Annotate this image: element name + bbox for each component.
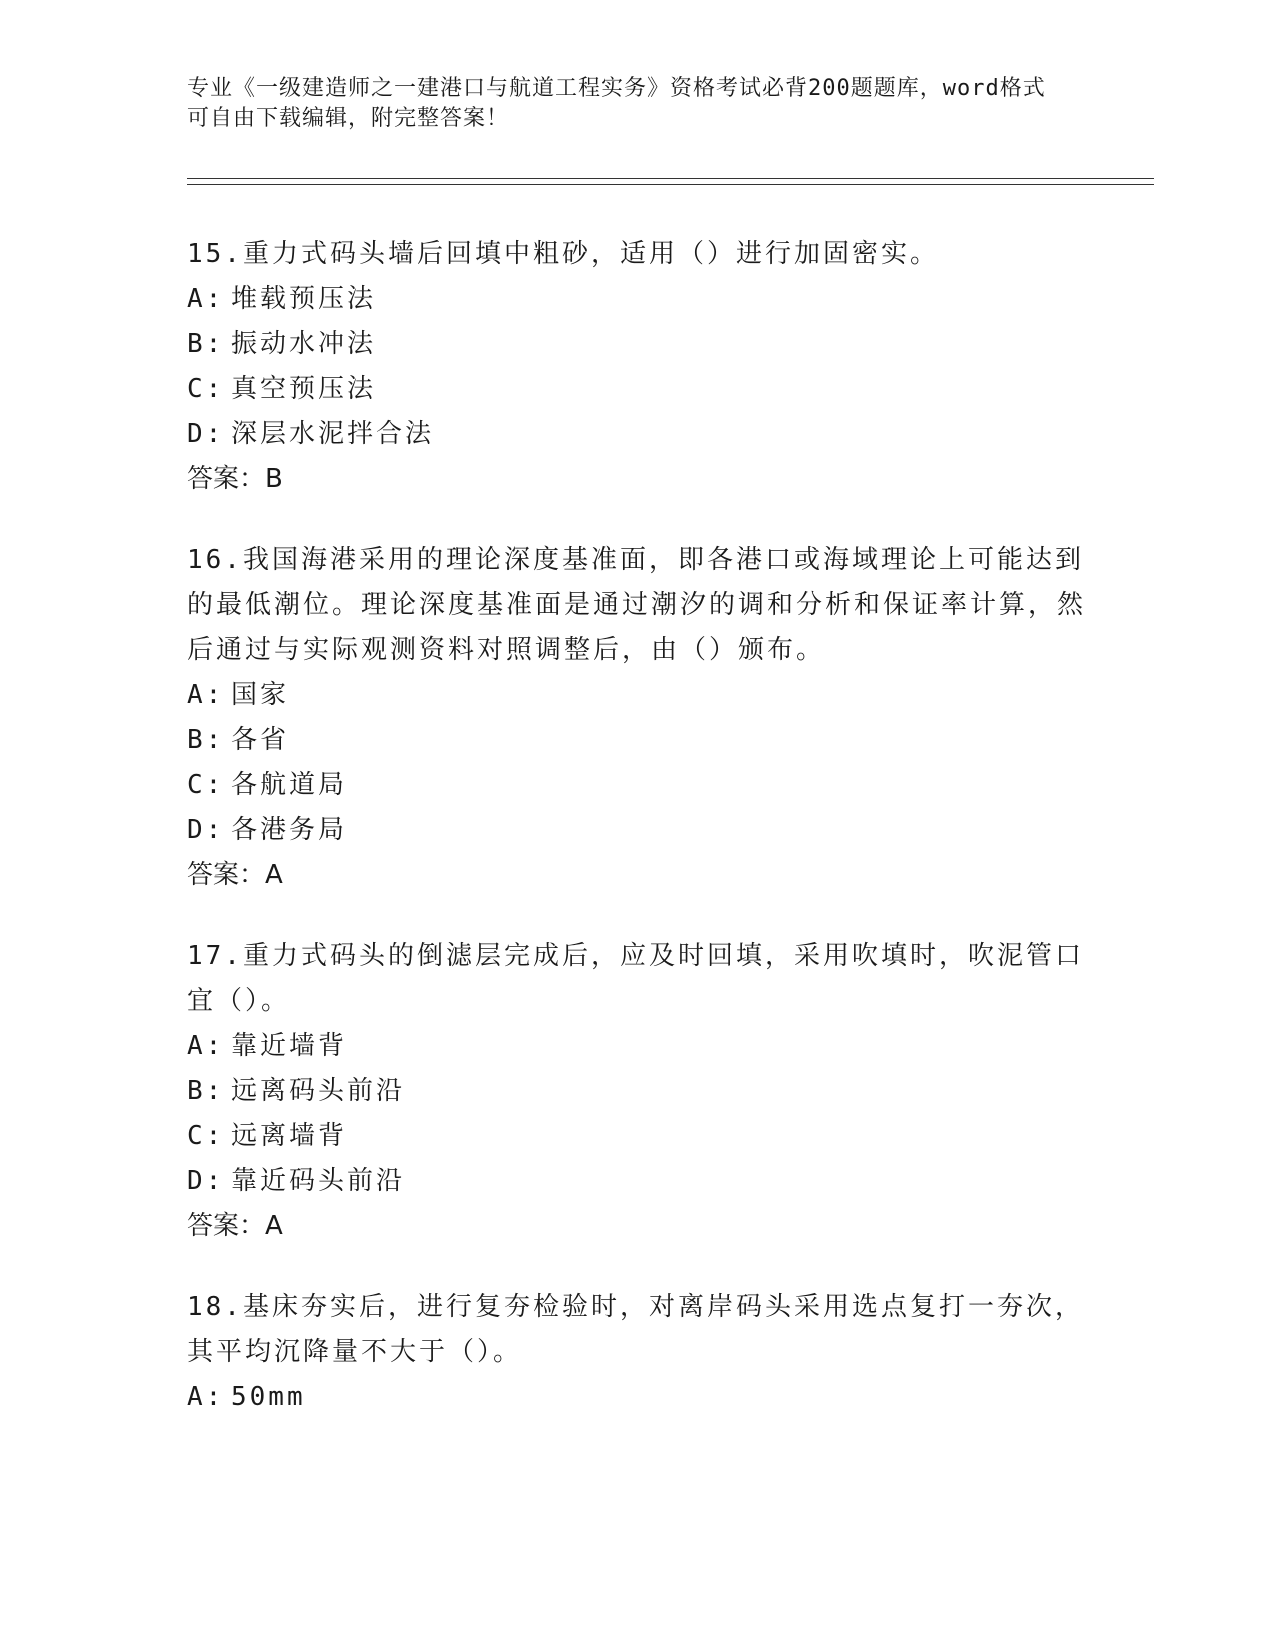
option-d [187,808,1087,853]
question-list [187,232,1087,1456]
option-key: B: [187,725,225,755]
option-key: B: [187,329,225,359]
question-stem: 16.我国海港采用的理论深度基准面，即各港口或海域理论上可能达到的最低潮位。理论深度基准面是通过潮汐的调和分析和保证率计算，然后通过与实际观测资料对照调整后，由（）颁布。 [187,545,1087,665]
option-text: 50mm [231,1382,306,1412]
option-d [187,412,1087,457]
option-key: D: [187,1166,225,1196]
document-header [187,74,1067,134]
option-text: 各港务局 [231,815,348,845]
option-d [187,1159,1087,1204]
answer: 答案：A [187,1211,283,1241]
option-text: 各航道局 [231,770,348,800]
option-a [187,673,1087,718]
option-a [187,1024,1087,1069]
option-c [187,1114,1087,1159]
option-a [187,277,1087,322]
option-text: 远离墙背 [231,1121,348,1151]
question-stem: 18.基床夯实后，进行复夯检验时，对离岸码头采用选点复打一夯次，其平均沉降量不大于（）。 [187,1292,1084,1367]
option-text: 真空预压法 [231,374,377,404]
option-key: C: [187,374,225,404]
option-c [187,763,1087,808]
header-divider [187,178,1154,185]
option-text: 各省 [231,725,290,755]
answer: 答案：B [187,464,283,494]
option-b [187,1069,1087,1114]
option-key: B: [187,1076,225,1106]
option-b [187,322,1087,367]
question-16 [187,538,1087,898]
option-key: A: [187,1031,225,1061]
option-c [187,367,1087,412]
option-key: A: [187,284,225,314]
option-text: 靠近码头前沿 [231,1166,406,1196]
question-18 [187,1285,1087,1420]
question-stem: 17.重力式码头的倒滤层完成后，应及时回填，采用吹填时，吹泥管口宜（）。 [187,941,1084,1016]
question-stem: 15.重力式码头墙后回填中粗砂，适用（）进行加固密实。 [187,239,939,269]
option-key: C: [187,770,225,800]
option-text: 国家 [231,680,290,710]
option-key: D: [187,419,225,449]
option-key: A: [187,1382,225,1412]
answer: 答案：A [187,860,283,890]
option-text: 振动水冲法 [231,329,377,359]
option-text: 深层水泥拌合法 [231,419,435,449]
option-a [187,1375,1087,1420]
option-key: C: [187,1121,225,1151]
question-17 [187,934,1087,1249]
question-15 [187,232,1087,502]
option-text: 堆载预压法 [231,284,377,314]
header-text: 专业《一级建造师之一建港口与航道工程实务》资格考试必背200题题库，word格式可自由下载编辑，附完整答案！ [187,76,1046,131]
option-key: D: [187,815,225,845]
option-b [187,718,1087,763]
option-text: 靠近墙背 [231,1031,348,1061]
option-key: A: [187,680,225,710]
option-text: 远离码头前沿 [231,1076,406,1106]
